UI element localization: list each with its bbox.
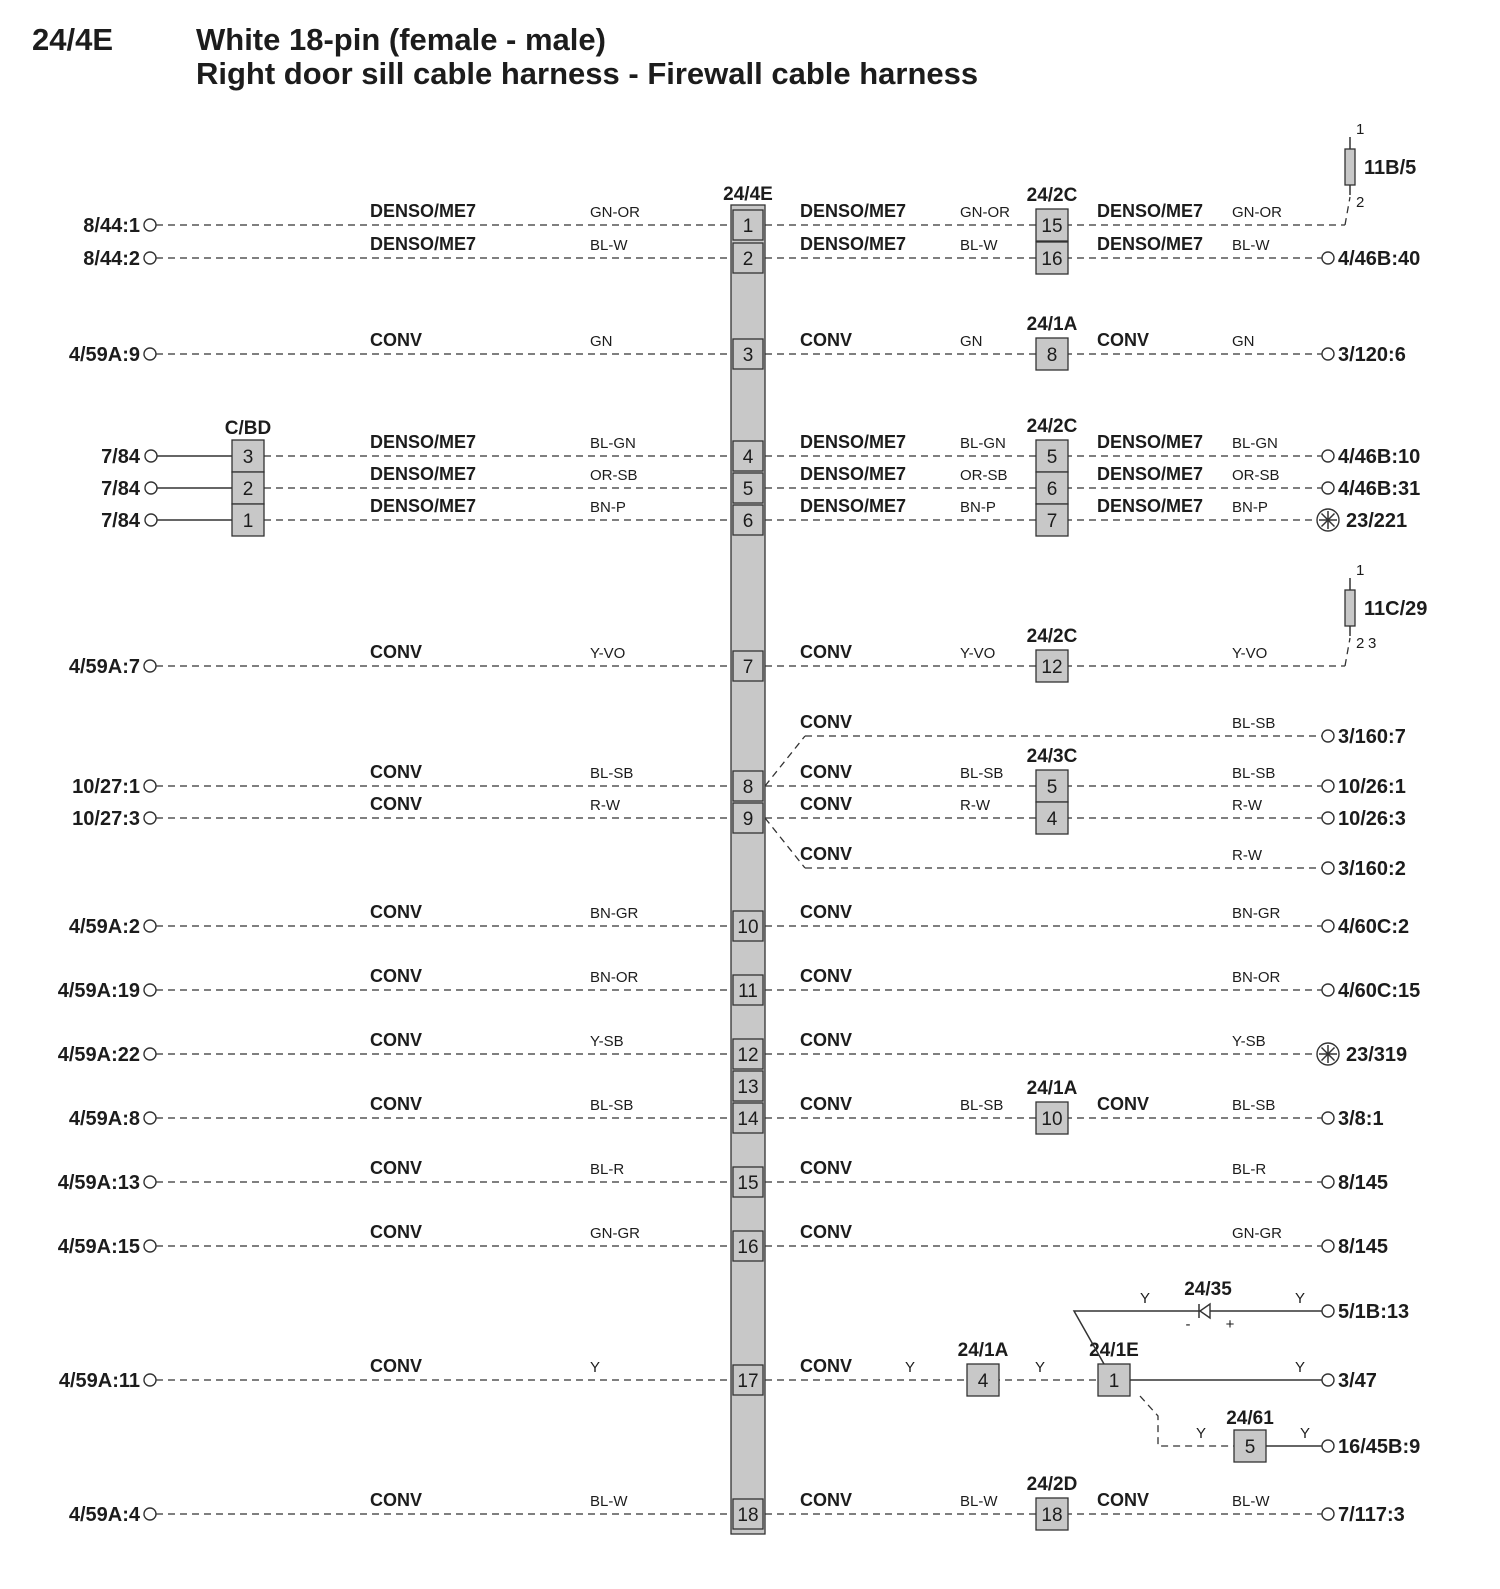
inline-connector-label: 24/3C: [1026, 746, 1078, 767]
right-end-label: 4/60C:15: [1338, 980, 1421, 1002]
left-color-label: GN-OR: [590, 204, 640, 221]
right-color-label: BL-GN: [960, 435, 1006, 452]
wire-24-61: [1140, 1396, 1234, 1446]
center-pin-11-label: 11: [738, 981, 758, 1002]
cbd-pin-3-label: 3: [242, 447, 254, 468]
left-end-label: 4/59A:8: [68, 1108, 140, 1130]
right-system-label: CONV: [800, 712, 853, 732]
center-pin-9-label: 9: [742, 809, 754, 830]
right-end-label: 4/46B:40: [1338, 248, 1421, 270]
right-system-label: CONV: [800, 844, 853, 864]
center-pin-14-label: 14: [737, 1109, 759, 1130]
right-end-label: 4/46B:10: [1338, 446, 1421, 468]
inline-connector-label: 24/2C: [1026, 626, 1078, 647]
right-terminal-9: [1322, 812, 1334, 824]
right-end-label: 16/45B:9: [1338, 1436, 1421, 1458]
right-system-label: CONV: [1097, 1094, 1150, 1114]
left-system-label: CONV: [370, 1490, 423, 1510]
right-color-label: BN-GR: [1232, 905, 1281, 922]
right-color-label: Y-SB: [1232, 1033, 1266, 1050]
right-end-label: 3/160:2: [1338, 858, 1406, 880]
left-system-label: DENSO/ME7: [370, 432, 477, 452]
left-color-label: Y: [590, 1359, 601, 1376]
left-system-label: DENSO/ME7: [370, 234, 477, 254]
right-end-label: 8/145: [1338, 1236, 1389, 1258]
inline-connector-label: 24/1A: [1026, 314, 1078, 335]
inline-connector-pin-5-label: 5: [1046, 447, 1058, 468]
left-terminal-11: [144, 984, 156, 996]
right-color-label: BL-SB: [1232, 715, 1276, 732]
right-system-label: CONV: [800, 642, 853, 662]
left-system-label: CONV: [370, 1030, 423, 1050]
left-terminal-16: [144, 1240, 156, 1252]
cbd-terminal: [145, 514, 157, 526]
right-end-label: 5/1B:13: [1338, 1301, 1410, 1323]
wire-color-label: Y: [1140, 1290, 1151, 1307]
left-color-label: BL-W: [590, 1493, 628, 1510]
fuse-icon: [1345, 149, 1355, 185]
left-color-label: BL-GN: [590, 435, 636, 452]
left-end-label: 8/44:2: [83, 248, 140, 270]
wire-color-label: Y: [1196, 1425, 1207, 1442]
center-pin-17-label: 17: [737, 1371, 759, 1392]
conn-24-1a-pin-label: 4: [977, 1371, 989, 1392]
inline-connector-pin-5-label: 5: [1046, 777, 1058, 798]
wire-color-label: Y: [1300, 1425, 1311, 1442]
right-terminal-branch: [1322, 730, 1334, 742]
right-color-label: R-W: [1232, 797, 1262, 814]
right-terminal-14: [1322, 1112, 1334, 1124]
right-end-label: 8/145: [1338, 1172, 1389, 1194]
left-terminal-14: [144, 1112, 156, 1124]
center-pin-6-label: 6: [742, 511, 754, 532]
fuse-pin-label: 2: [1356, 635, 1365, 652]
wire-color-label: Y: [1295, 1359, 1306, 1376]
left-terminal-18: [144, 1508, 156, 1520]
left-color-label: Y-VO: [590, 645, 626, 662]
center-pin-1-label: 1: [742, 216, 754, 237]
right-system-label: CONV: [800, 966, 853, 986]
branch-wire: [765, 736, 805, 786]
right-end-label: 10/26:3: [1338, 808, 1406, 830]
right-color-label: GN: [1232, 333, 1255, 350]
right-end-label: 3/160:7: [1338, 726, 1406, 748]
right-system-label: CONV: [800, 794, 853, 814]
left-end-label: 4/59A:19: [57, 980, 140, 1002]
diode-minus: -: [1185, 1316, 1191, 1333]
right-system-label: CONV: [800, 1030, 853, 1050]
right-end-label: 10/26:1: [1338, 776, 1406, 798]
left-color-label: BN-P: [590, 499, 626, 516]
left-end-label: 4/59A:4: [68, 1504, 140, 1526]
right-system-label: DENSO/ME7: [1097, 201, 1204, 221]
conn-24-1e-pin-label: 1: [1108, 1371, 1120, 1392]
center-pin-7-label: 7: [742, 657, 754, 678]
left-system-label: CONV: [370, 1158, 423, 1178]
harness-title: Right door sill cable harness - Firewall cable harness: [196, 56, 979, 91]
right-system-label: CONV: [800, 1158, 853, 1178]
left-color-label: BL-SB: [590, 1097, 634, 1114]
right-color-label: GN-GR: [1232, 1225, 1282, 1242]
right-system-label: DENSO/ME7: [1097, 234, 1204, 254]
left-color-label: GN-GR: [590, 1225, 640, 1242]
right-system-label: CONV: [1097, 1490, 1150, 1510]
left-terminal-17: [144, 1374, 156, 1386]
center-pin-15-label: 15: [737, 1173, 759, 1194]
fuse-label: 11B/5: [1364, 157, 1417, 179]
conn-24-1e-label: 24/1E: [1089, 1340, 1139, 1361]
right-end-label: 3/47: [1338, 1370, 1377, 1392]
right-terminal-18: [1322, 1508, 1334, 1520]
right-system-label: CONV: [800, 1490, 853, 1510]
right-system-label: DENSO/ME7: [1097, 464, 1204, 484]
fuse-wire: [1345, 197, 1350, 225]
right-color-label: R-W: [1232, 847, 1262, 864]
wire-color-label: Y: [905, 1359, 916, 1376]
conn-24-61-label: 24/61: [1226, 1408, 1274, 1429]
left-system-label: CONV: [370, 902, 423, 922]
right-system-label: CONV: [800, 902, 853, 922]
diode-plus: +: [1225, 1316, 1235, 1333]
left-terminal-3: [144, 348, 156, 360]
branch-wire: [765, 818, 805, 868]
terminal-16-45b-9: [1322, 1440, 1334, 1452]
left-system-label: CONV: [370, 794, 423, 814]
inline-connector-pin-8-label: 8: [1046, 345, 1058, 366]
left-color-label: BL-W: [590, 237, 628, 254]
cbd-pin-1-label: 1: [242, 511, 254, 532]
left-system-label: CONV: [370, 1094, 423, 1114]
cbd-end-label: 7/84: [101, 510, 140, 532]
cbd-terminal: [145, 482, 157, 494]
right-color-label: BL-W: [1232, 1493, 1270, 1510]
right-end-label: 7/117:3: [1338, 1504, 1405, 1526]
right-color-label: BN-OR: [1232, 969, 1281, 986]
left-system-label: CONV: [370, 762, 423, 782]
left-system-label: CONV: [370, 330, 423, 350]
right-color-label: BL-GN: [1232, 435, 1278, 452]
right-color-label: BL-W: [960, 1493, 998, 1510]
right-system-label: DENSO/ME7: [1097, 432, 1204, 452]
left-terminal-15: [144, 1176, 156, 1188]
fuse-pin-label: 1: [1356, 562, 1365, 579]
right-terminal-16: [1322, 1240, 1334, 1252]
center-pin-4-label: 4: [742, 447, 754, 468]
left-end-label: 4/59A:7: [68, 656, 140, 678]
center-pin-3-label: 3: [742, 345, 754, 366]
left-system-label: DENSO/ME7: [370, 464, 477, 484]
right-terminal-15: [1322, 1176, 1334, 1188]
left-end-label: 10/27:1: [72, 776, 140, 798]
right-terminal-4: [1322, 450, 1334, 462]
left-color-label: BL-SB: [590, 765, 634, 782]
fuse-wire: [1345, 638, 1350, 666]
left-terminal-9: [144, 812, 156, 824]
wire-color-label: Y: [1295, 1290, 1306, 1307]
right-system-label: DENSO/ME7: [1097, 496, 1204, 516]
right-color-label: BL-W: [1232, 237, 1270, 254]
right-color-label: BL-SB: [960, 1097, 1004, 1114]
terminal-3-47: [1322, 1374, 1334, 1386]
right-end-label: 23/319: [1346, 1044, 1408, 1066]
right-color-label: GN: [960, 333, 983, 350]
right-color-label: GN-OR: [960, 204, 1010, 221]
right-end-label: 3/8:1: [1338, 1108, 1384, 1130]
left-color-label: BN-OR: [590, 969, 639, 986]
cbd-terminal: [145, 450, 157, 462]
right-end-label: 4/46B:31: [1338, 478, 1421, 500]
right-end-label: 4/60C:2: [1338, 916, 1410, 938]
inline-connector-pin-15-label: 15: [1041, 216, 1063, 237]
center-connector-label: 24/4E: [723, 184, 773, 205]
fuse-icon: [1345, 590, 1355, 626]
inline-connector-label: 24/2C: [1026, 416, 1078, 437]
fuse-label: 11C/29: [1364, 598, 1428, 620]
right-system-label: CONV: [800, 762, 853, 782]
left-system-label: CONV: [370, 966, 423, 986]
diode-icon: [1200, 1304, 1210, 1318]
center-pin-13-label: 13: [737, 1077, 759, 1098]
right-system-label: CONV: [800, 1094, 853, 1114]
left-color-label: BL-R: [590, 1161, 625, 1178]
left-terminal-2: [144, 252, 156, 264]
left-terminal-10: [144, 920, 156, 932]
inline-connector-pin-6-label: 6: [1046, 479, 1058, 500]
left-color-label: BN-GR: [590, 905, 639, 922]
left-terminal-8: [144, 780, 156, 792]
center-pin-12-label: 12: [737, 1045, 759, 1066]
right-terminal-branch: [1322, 862, 1334, 874]
left-end-label: 8/44:1: [83, 215, 140, 237]
right-system-label: DENSO/ME7: [800, 201, 907, 221]
conn-24-61-pin-label: 5: [1244, 1437, 1256, 1458]
left-end-label: 4/59A:11: [58, 1370, 140, 1392]
left-end-label: 4/59A:13: [57, 1172, 140, 1194]
right-system-label: CONV: [800, 1356, 853, 1376]
right-system-label: CONV: [1097, 330, 1150, 350]
right-color-label: BL-SB: [1232, 765, 1276, 782]
right-terminal-11: [1322, 984, 1334, 996]
inline-connector-label: 24/1A: [1026, 1078, 1078, 1099]
left-end-label: 4/59A:9: [68, 344, 140, 366]
left-color-label: Y-SB: [590, 1033, 624, 1050]
left-system-label: CONV: [370, 642, 423, 662]
connector-title: White 18-pin (female - male): [196, 22, 606, 57]
terminal-5-1b-13: [1322, 1305, 1334, 1317]
diode-label: 24/35: [1184, 1279, 1232, 1300]
center-pin-5-label: 5: [742, 479, 754, 500]
right-end-label: 3/120:6: [1338, 344, 1406, 366]
left-color-label: GN: [590, 333, 613, 350]
right-terminal-10: [1322, 920, 1334, 932]
left-end-label: 4/59A:15: [57, 1236, 140, 1258]
right-color-label: BL-SB: [960, 765, 1004, 782]
cbd-connector-label: C/BD: [224, 418, 272, 439]
left-end-label: 4/59A:2: [68, 916, 140, 938]
right-system-label: CONV: [800, 330, 853, 350]
center-pin-2-label: 2: [742, 249, 754, 270]
right-color-label: BL-R: [1232, 1161, 1267, 1178]
inline-connector-label: 24/2D: [1026, 1474, 1078, 1495]
right-color-label: R-W: [960, 797, 990, 814]
wire-color-label: Y: [1035, 1359, 1046, 1376]
inline-connector-pin-16-label: 16: [1041, 249, 1063, 270]
left-terminal-1: [144, 219, 156, 231]
right-color-label: OR-SB: [960, 467, 1008, 484]
inline-connector-pin-18-label: 18: [1041, 1505, 1063, 1526]
fuse-pin-label: 2: [1356, 194, 1365, 211]
right-color-label: BN-P: [1232, 499, 1268, 516]
right-terminal-5: [1322, 482, 1334, 494]
right-color-label: GN-OR: [1232, 204, 1282, 221]
left-color-label: R-W: [590, 797, 620, 814]
right-color-label: Y-VO: [960, 645, 996, 662]
right-end-label: 23/221: [1346, 510, 1408, 532]
right-color-label: BL-W: [960, 237, 998, 254]
inline-connector-pin-12-label: 12: [1041, 657, 1063, 678]
left-system-label: CONV: [370, 1222, 423, 1242]
right-color-label: OR-SB: [1232, 467, 1280, 484]
connector-body: [731, 205, 765, 1534]
right-system-label: DENSO/ME7: [800, 496, 907, 516]
inline-connector-pin-4-label: 4: [1046, 809, 1058, 830]
left-system-label: DENSO/ME7: [370, 201, 477, 221]
right-terminal-8: [1322, 780, 1334, 792]
right-system-label: DENSO/ME7: [800, 234, 907, 254]
inline-connector-pin-7-label: 7: [1046, 511, 1058, 532]
inline-connector-pin-10-label: 10: [1041, 1109, 1063, 1130]
right-color-label: BN-P: [960, 499, 996, 516]
left-terminal-7: [144, 660, 156, 672]
right-color-label: Y-VO: [1232, 645, 1268, 662]
fuse-pin-label: 1: [1356, 121, 1365, 138]
left-system-label: CONV: [370, 1356, 423, 1376]
left-terminal-12: [144, 1048, 156, 1060]
center-pin-8-label: 8: [742, 777, 754, 798]
left-system-label: DENSO/ME7: [370, 496, 477, 516]
inline-connector-label: 24/2C: [1026, 185, 1078, 206]
left-color-label: OR-SB: [590, 467, 638, 484]
right-color-label: BL-SB: [1232, 1097, 1276, 1114]
center-pin-10-label: 10: [737, 917, 759, 938]
left-end-label: 4/59A:22: [57, 1044, 140, 1066]
cbd-pin-2-label: 2: [242, 479, 254, 500]
left-end-label: 10/27:3: [72, 808, 140, 830]
right-system-label: CONV: [800, 1222, 853, 1242]
conn-24-1a-label: 24/1A: [957, 1340, 1009, 1361]
right-terminal-2: [1322, 252, 1334, 264]
cbd-end-label: 7/84: [101, 446, 140, 468]
right-system-label: DENSO/ME7: [800, 432, 907, 452]
right-terminal-3: [1322, 348, 1334, 360]
right-system-label: DENSO/ME7: [800, 464, 907, 484]
cbd-end-label: 7/84: [101, 478, 140, 500]
center-pin-16-label: 16: [737, 1237, 759, 1258]
center-pin-18-label: 18: [737, 1505, 759, 1526]
diagram-code: 24/4E: [32, 22, 114, 57]
fuse-pin-label: 3: [1368, 635, 1377, 652]
